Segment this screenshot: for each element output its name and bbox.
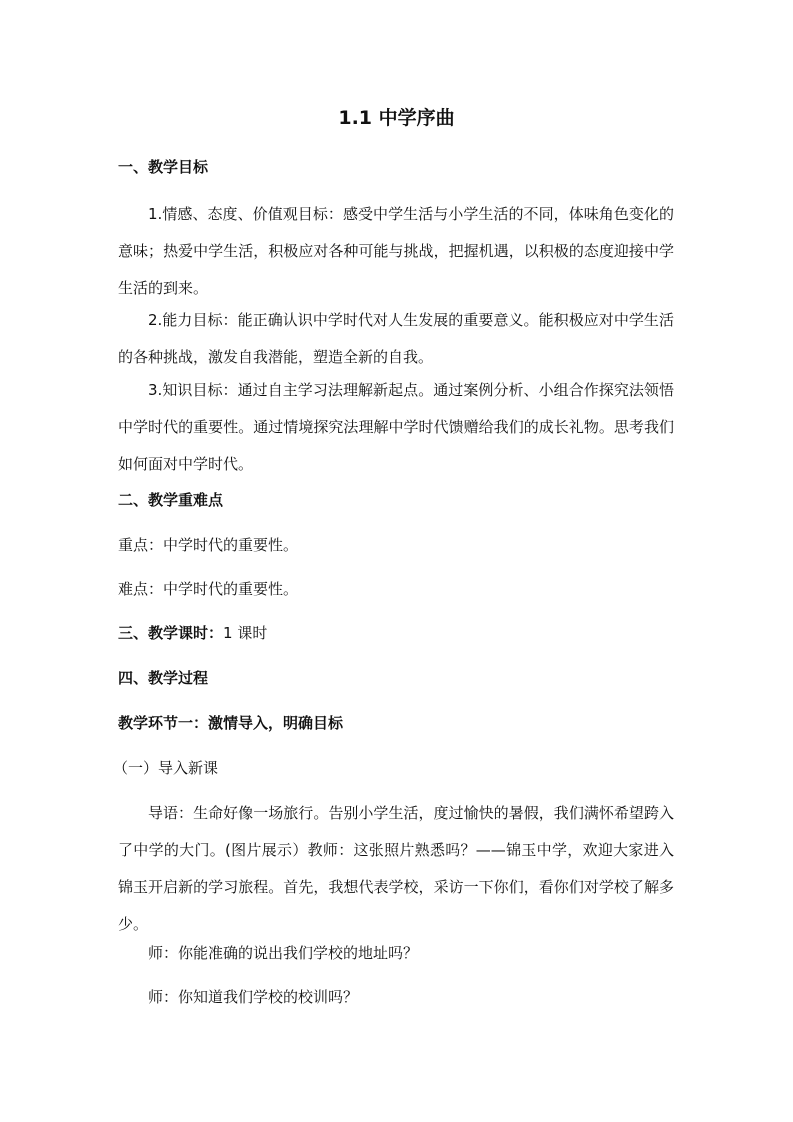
teacher-question-2: 师：你知道我们学校的校训吗？ — [148, 988, 359, 1006]
class-hours-value: 1 课时 — [223, 624, 268, 642]
intro-paragraph: 导语：生命好像一场旅行。告别小学生活，度过愉快的暑假，我们满怀希望跨入了中学的大门。(图片展示）教师：这张照片熟悉吗？——锦玉中学，欢迎大家进入锦玉开启新的学习旅程。首先，我想代表学校，采访一下你们，看你们对学校了解多少。 — [118, 804, 674, 933]
key-point-text: 重点：中学时代的重要性。 — [118, 536, 299, 554]
goal-paragraph-3: 3.知识目标：通过自主学习法理解新起点。通过案例分析、小组合作探究法领悟中学时代的重要性。通过情境探究法理解中学时代馈赠给我们的成长礼物。思考我们如何面对中学时代。 — [118, 381, 674, 473]
teacher-question-1: 师：你能准确的说出我们学校的地址吗？ — [148, 944, 419, 962]
goal-paragraph-2: 2.能力目标：能正确认识中学时代对人生发展的重要意义。能积极应对中学生活的各种挑战，激发自我潜能，塑造全新的自我。 — [118, 311, 674, 366]
section-class-hours — [118, 622, 267, 644]
difficult-point-text: 难点：中学时代的重要性。 — [118, 580, 299, 598]
goal-paragraph-1: 1.情感、态度、价值观目标：感受中学生活与小学生活的不同，体味角色变化的意味；热爱中学生活，积极应对各种可能与挑战，把握机遇，以积极的态度迎接中学生活的到来。 — [118, 205, 674, 297]
section-heading-key-difficult-points: 二、教学重难点 — [118, 491, 224, 509]
section-heading-teaching-process: 四、教学过程 — [118, 669, 209, 687]
section-heading-class-hours: 三、教学课时： — [118, 624, 224, 642]
section-heading-teaching-goals: 一、教学目标 — [118, 158, 209, 176]
step-heading-1: 教学环节一：激情导入，明确目标 — [118, 714, 344, 732]
document-title: 1.1 中学序曲 — [338, 107, 455, 129]
sub-heading-new-lesson: （一）导入新课 — [113, 759, 219, 777]
